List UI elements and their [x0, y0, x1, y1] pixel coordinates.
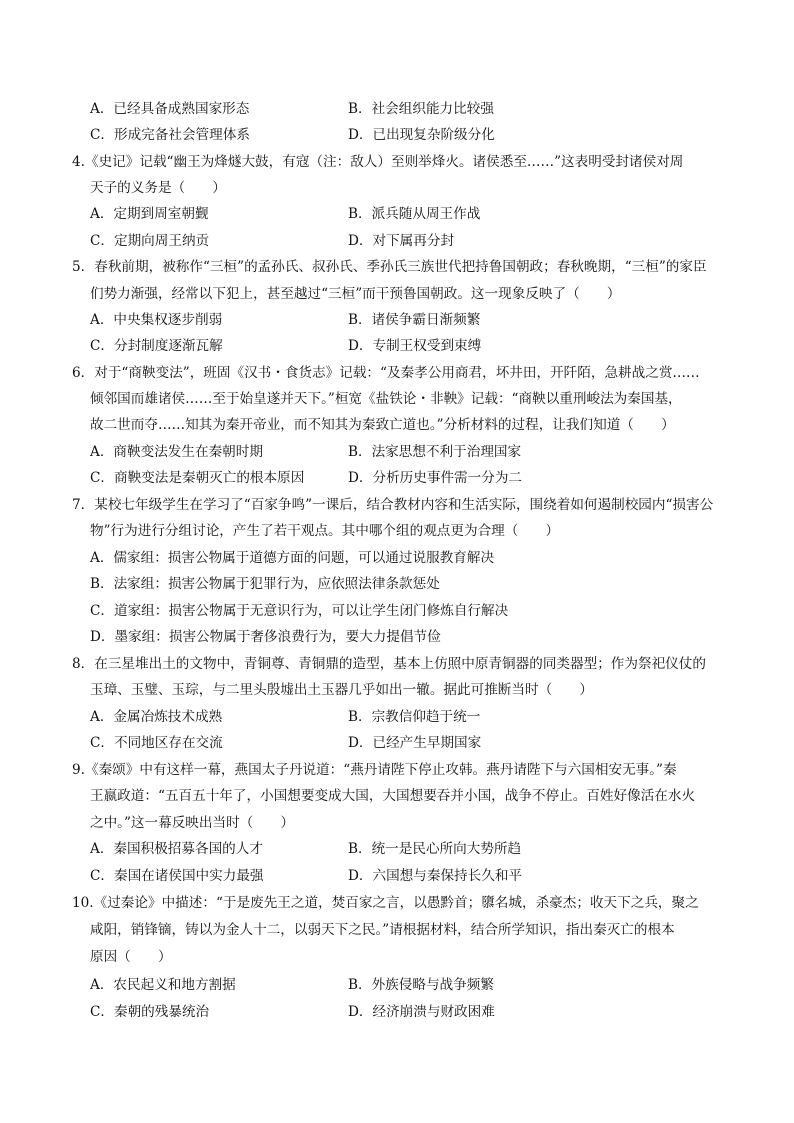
q3-option-d[interactable]: D．已出现复杂阶级分化	[348, 127, 495, 143]
q4-stem-line-2: 天子的义务是（ ）	[90, 180, 226, 196]
q10-stem-line-2: 咸阳，销锋镝，铸以为金人十二，以弱天下之民。”请根据材料，结合所学知识，指出秦灭亡的根本	[90, 922, 675, 938]
q6-option-b[interactable]: B．法家思想不利于治理国家	[348, 444, 522, 460]
q4-options-row-1	[90, 201, 730, 227]
q4-options-row-2	[90, 228, 730, 254]
q10-option-d[interactable]: D．经济崩溃与财政困难	[348, 1004, 495, 1020]
q3-option-b[interactable]: B．社会组织能力比较强	[348, 101, 494, 117]
q5-option-b[interactable]: B．诸侯争霸日渐频繁	[348, 312, 481, 328]
q5-stem-line-1: 5．春秋前期，被称作“三桓”的孟孙氏、叔孙氏、季孙氏三族世代把持鲁国朝政；春秋晚期，“三桓”的家臣	[72, 259, 707, 275]
q6-option-d[interactable]: D．分析历史事件需一分为二	[348, 470, 523, 486]
q5-option-a[interactable]: A．中央集权逐步削弱	[90, 312, 223, 328]
q9-option-b[interactable]: B．统一是民心所向大势所趋	[348, 841, 522, 857]
q8-options-row-1	[90, 704, 730, 730]
q10-stem-line-1: 10.《过秦论》中描述：“于是废先王之道，焚百家之言，以愚黔首；隳名城，杀豪杰；收天下之兵，聚之	[72, 895, 699, 911]
q7-option-d[interactable]: D．墨家组：损害公物属于奢侈浪费行为，要大力提倡节俭	[90, 629, 441, 645]
q4-option-a[interactable]: A．定期到周室朝觐	[90, 206, 209, 222]
q9-stem-line-3: 之中。”这一幕反映出当时（ ）	[90, 815, 295, 831]
q6-options-row-2	[90, 465, 730, 491]
q6-option-c[interactable]: C．商鞅变法是秦朝灭亡的根本原因	[90, 470, 305, 486]
q9-options-row-2	[90, 863, 730, 889]
q9-option-c[interactable]: C．秦国在诸侯国中实力最强	[90, 868, 264, 884]
q10-option-b[interactable]: B．外族侵略与战争频繁	[348, 977, 494, 993]
q5-option-c[interactable]: C．分封制度逐渐瓦解	[90, 338, 223, 354]
q8-option-b[interactable]: B．宗教信仰趋于统一	[348, 709, 481, 725]
q3-options-row-2	[90, 122, 730, 148]
q5-options-row-1	[90, 307, 730, 333]
q10-options-row-2	[90, 999, 730, 1025]
q8-option-a[interactable]: A．金属冶炼技术成熟	[90, 709, 223, 725]
q10-stem-line-3: 原因（ ）	[90, 949, 172, 965]
q6-stem-line-1: 6．对于“商鞅变法”，班固《汉书・食货志》记载：“及秦孝公用商君，坏井田，开阡陌，急耕战之赏……	[72, 365, 700, 381]
q9-stem-line-1: 9.《秦颂》中有这样一幕，燕国太子丹说道：“燕丹请陛下停止攻韩。燕丹请陛下与六国相安无事。”秦	[72, 762, 677, 778]
q4-option-d[interactable]: D．对下属再分封	[348, 233, 455, 249]
q4-option-b[interactable]: B．派兵随从周王作战	[348, 206, 481, 222]
q9-option-d[interactable]: D．六国想与秦保持长久和平	[348, 868, 523, 884]
q3-option-c[interactable]: C．形成完备社会管理体系	[90, 127, 250, 143]
q4-stem-line-1: 4.《史记》记载“幽王为烽燧大鼓，有寇（注：敌人）至则举烽火。诸侯悉至……”这表明受封诸侯对周	[72, 154, 684, 170]
q8-stem-line-2: 玉璋、玉璧、玉琮，与二里头殷墟出土玉器几乎如出一辙。据此可推断当时（ ）	[90, 682, 593, 698]
q6-stem-line-2: 倾邻国而雄诸侯……至于始皇遂并天下。”桓宽《盐铁论・非鞅》记载：“商鞅以重刑峻法为秦国基，	[90, 391, 682, 407]
q6-options-row-1	[90, 439, 730, 465]
q7-option-b[interactable]: B．法家组：损害公物属于犯罪行为，应依照法律条款惩处	[90, 576, 440, 592]
q9-option-a[interactable]: A．秦国积极招募各国的人才	[90, 841, 263, 857]
q10-option-c[interactable]: C．秦朝的残暴统治	[90, 1004, 210, 1020]
q7-option-c[interactable]: C．道家组：损害公物属于无意识行为，可以让学生闭门修炼自行解决	[90, 603, 509, 619]
q7-stem-line-2: 物”行为进行分组讨论，产生了若干观点。其中哪个组的观点更为合理（ ）	[90, 523, 560, 539]
q7-stem-line-1: 7．某校七年级学生在学习了“百家争鸣”一课后，结合教材内容和生活实际，围绕着如何遏制校园内“损害公	[72, 497, 714, 513]
q9-stem-line-2: 王嬴政道：“五百五十年了，小国想要变成大国，大国想要吞并小国，战争不停止。百姓好像活在水火	[90, 788, 696, 804]
q6-stem-line-3: 故二世而夺……知其为秦开帝业，而不知其为秦致亡道也。”分析材料的过程，让我们知道（ ）	[90, 417, 675, 433]
q8-option-c[interactable]: C．不同地区存在交流	[90, 735, 223, 751]
q10-options-row-1	[90, 972, 730, 998]
q9-options-row-1	[90, 836, 730, 862]
q7-option-a[interactable]: A．儒家组：损害公物属于道德方面的问题，可以通过说服教育解决	[90, 550, 495, 566]
q6-option-a[interactable]: A．商鞅变法发生在秦朝时期	[90, 444, 263, 460]
q5-stem-line-2: 们势力渐强，经常以下犯上，甚至越过“三桓”而干预鲁国朝政。这一现象反映了（ ）	[90, 286, 621, 302]
q8-option-d[interactable]: D．已经产生早期国家	[348, 735, 482, 751]
q10-option-a[interactable]: A．农民起义和地方割据	[90, 977, 236, 993]
q8-stem-line-1: 8．在三星堆出土的文物中，青铜尊、青铜鼎的造型，基本上仿照中原青铜器的同类器型；作为祭祀仪仗的	[72, 656, 706, 672]
q3-option-a[interactable]: A．已经具备成熟国家形态	[90, 101, 250, 117]
q8-options-row-2	[90, 730, 730, 756]
q5-options-row-2	[90, 333, 730, 359]
q4-option-c[interactable]: C．定期向周王纳贡	[90, 233, 210, 249]
q5-option-d[interactable]: D．专制王权受到束缚	[348, 338, 482, 354]
q3-options-row-1	[90, 96, 730, 122]
